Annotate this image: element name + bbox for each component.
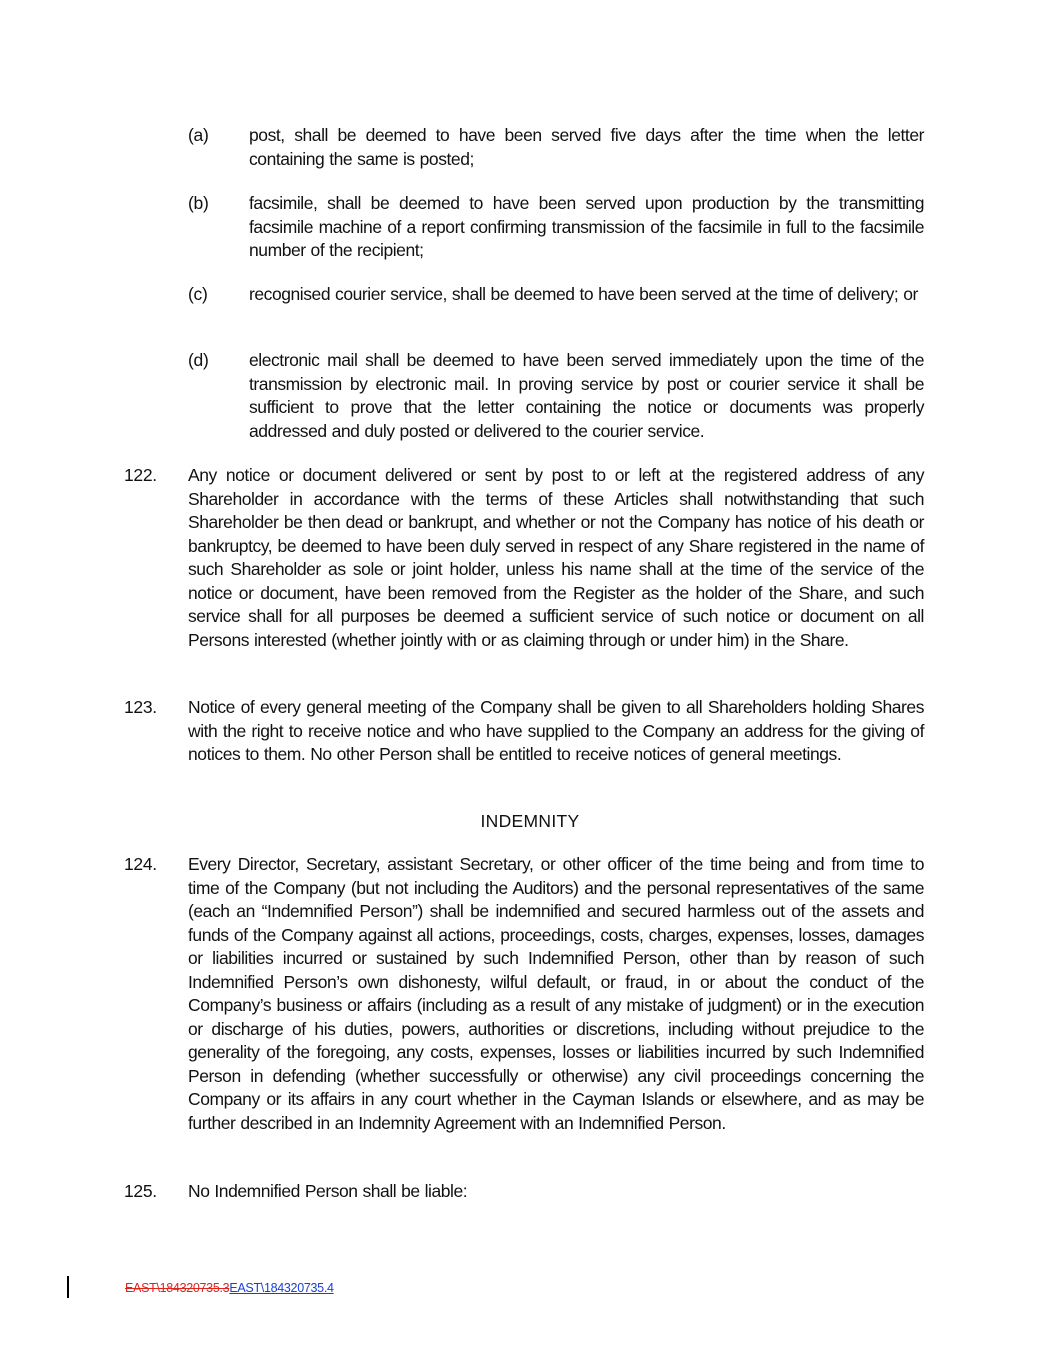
subclause-b-text: facsimile, shall be deemed to have been served upon production by the transmitting facsimile machine of a report confirming transmission of the facsimile in full to the facsimile number of the recipient; (249, 193, 924, 260)
subclause-c-label: (c) (188, 284, 208, 304)
change-bar (67, 1276, 69, 1298)
clause-125-number: 125. (124, 1181, 157, 1201)
document-reference (125, 1280, 334, 1296)
clause-125-text: No Indemnified Person shall be liable: (188, 1181, 468, 1201)
subclause-d-label: (d) (188, 350, 209, 370)
clause-124-text: Every Director, Secretary, assistant Secretary, or other officer of the time being and from time to time of the Company (but not including the Auditors) and the personal representatives of the same (each an “Indemnified Person”) shall be indemnified and secured harmless out of the assets and funds of the Company against all actions, proceedings, costs, charges, expenses, losses, damages or liabilities incurred or sustained by such Indemnified Person, other than by reason of such Indemnified Person’s own dishonesty, wilful default, or fraud, in or about the conduct of the Company’s business or affairs (including as a result of any mistake of judgment) or in the execution or discharge of his duties, powers, authorities or discretions, including without prejudice to the generality of the foregoing, any costs, expenses, losses or liabilities incurred by such Indemnified Person in defending (whether successfully or otherwise) any civil proceedings concerning the Company or its affairs in any court whether in the Cayman Islands or elsewhere, and as may be further described in an Indemnity Agreement with an Indemnified Person. (188, 854, 924, 1133)
clause-124-number: 124. (124, 854, 157, 874)
inserted-reference: EAST\184320735.4 (229, 1281, 334, 1295)
deleted-reference: EAST\184320735.3 (125, 1281, 230, 1295)
section-heading: INDEMNITY (480, 811, 580, 831)
clause-123-text: Notice of every general meeting of the Company shall be given to all Shareholders holding Shares with the right to receive notice and who have supplied to the Company an address for the giving of notices to them. No other Person shall be entitled to receive notices of general meetings. (188, 697, 924, 764)
clause-123-number: 123. (124, 697, 157, 717)
clause-122-text: Any notice or document delivered or sent by post to or left at the registered address of any Shareholder in accordance with the terms of these Articles shall notwithstanding that such Shareholder be then dead or bankrupt, and whether or not the Company has notice of his death or bankruptcy, be deemed to have been duly served in respect of any Share registered in the name of such Shareholder as sole or joint holder, unless his name shall at the time of the service of the notice or document, have been removed from the Register as the holder of the Share, and such service shall for all purposes be deemed a sufficient service of such notice or document on all Persons interested (whether jointly with or as claiming through or under him) in the Share. (188, 465, 924, 650)
clause-122-number: 122. (124, 465, 157, 485)
subclause-a-text: post, shall be deemed to have been served five days after the time when the letter containing the same is posted; (249, 125, 924, 169)
subclause-c-text: recognised courier service, shall be deemed to have been served at the time of delivery; or (249, 284, 918, 304)
subclause-a-label: (a) (188, 125, 209, 145)
subclause-b-label: (b) (188, 193, 209, 213)
subclause-d-text: electronic mail shall be deemed to have been served immediately upon the time of the transmission by electronic mail. In proving service by post or courier service it shall be sufficient to prove that the letter containing the notice or documents was properly addressed and duly posted or delivered to the courier service. (249, 350, 924, 441)
